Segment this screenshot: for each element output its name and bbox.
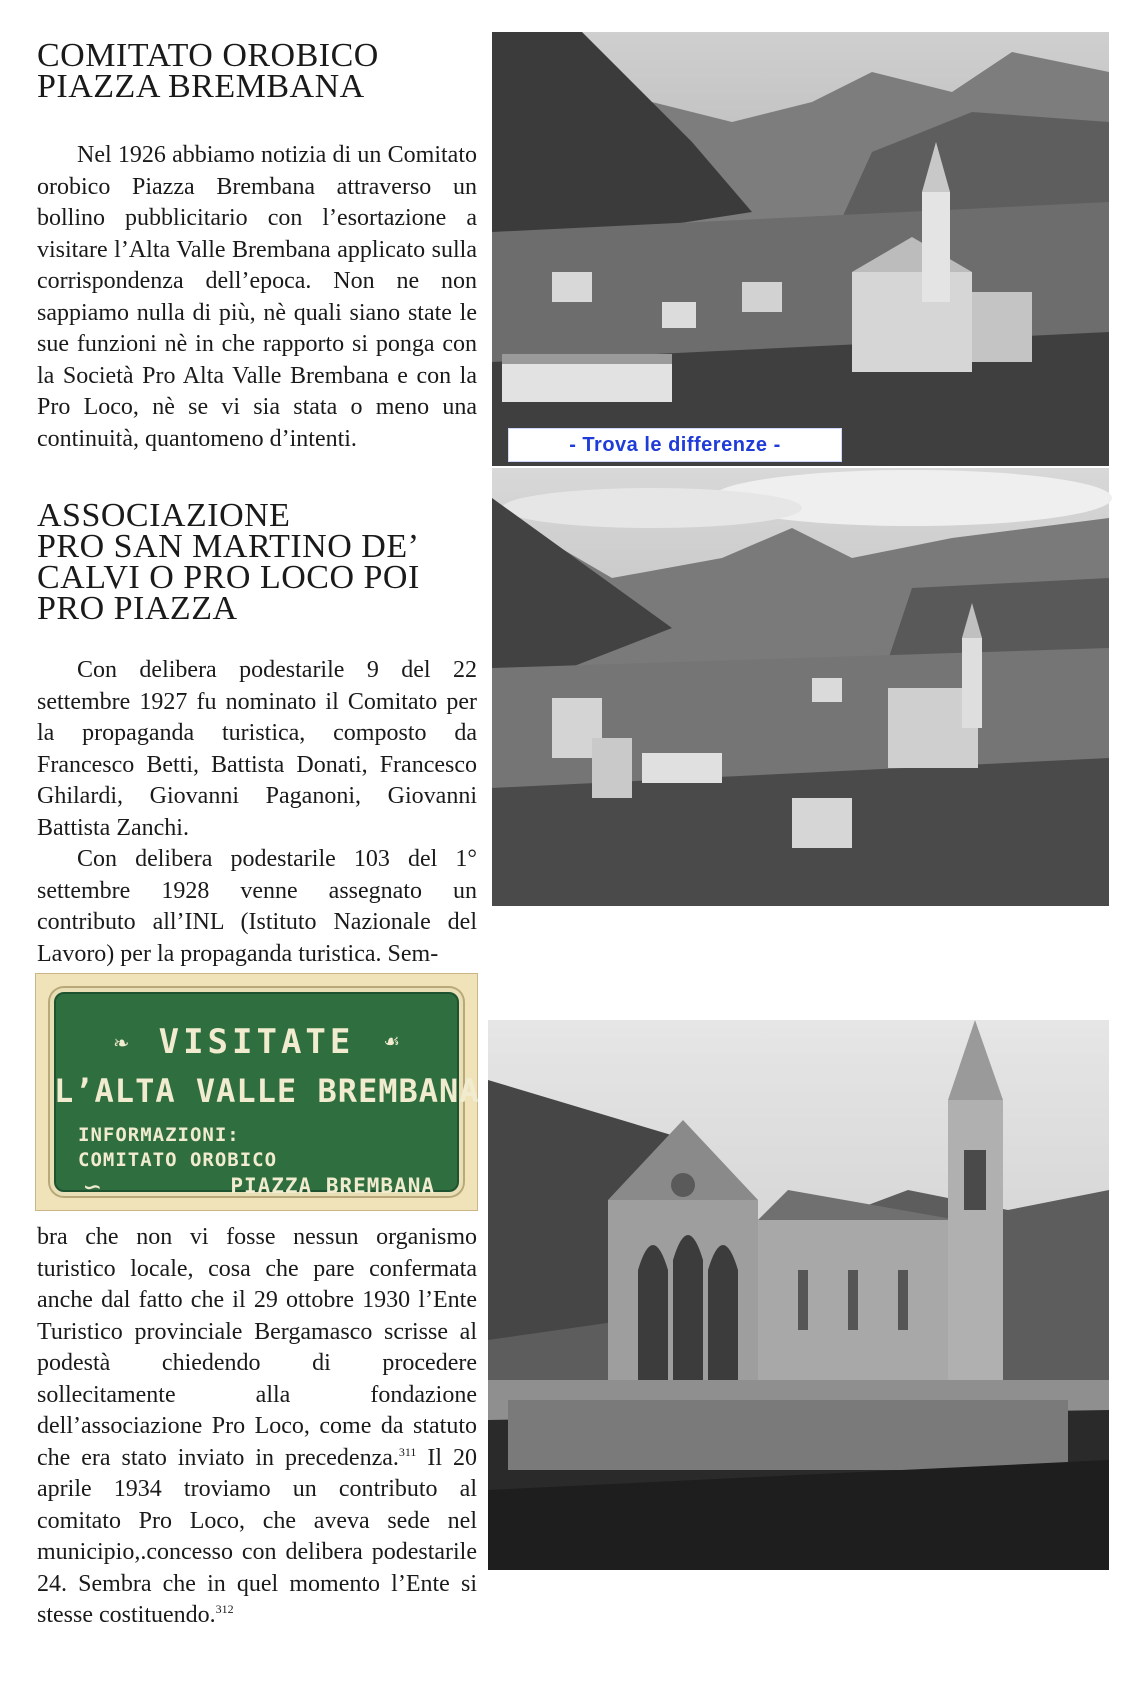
section1-text: Nel 1926 abbiamo notizia di un Comitato orobico Piazza Brembana attraverso un bollino pubblicitario con l’esortazione a visitare l’Alta Valle Brembana applicato sulla corrispondenza dell’epoca. Non ne non sappiamo nulla di più, nè quali siano state le sue funzioni nè in che rapporto si ponga con la Società Pro Alta Valle Brembana e con la Pro Loco, nè se vi sia stata o meno una continuità, quantomeno d’intenti. bbox=[37, 142, 477, 452]
stamp-line-valley: L’ALTA VALLE BREMBANA bbox=[54, 1072, 480, 1110]
advertising-stamp bbox=[35, 973, 478, 1211]
stamp-sign bbox=[50, 988, 480, 1203]
valley-photo-2 bbox=[492, 468, 1109, 906]
section1-paragraph bbox=[37, 140, 477, 455]
left-flourish-icon: ❧ bbox=[114, 1028, 129, 1056]
stamp-line-visitate: VISITATE bbox=[158, 1022, 355, 1062]
section2-paragraph-a bbox=[37, 655, 477, 970]
curl-ornament-icon: ∽ bbox=[84, 1170, 101, 1203]
section2-text-2-body: Con delibera podestarile 103 del 1° settembre 1928 venne assegnato un contributo all’INL (Istituto Nazionale del Lavoro) per la propaganda turistica. Sem- bbox=[37, 846, 477, 967]
church-photo-image bbox=[488, 1020, 1109, 1570]
section2-paragraph-b bbox=[37, 1222, 477, 1628]
valley-photo-1-image bbox=[492, 32, 1109, 466]
section2-text-2-tail: bra che non vi fosse nessun organismo turistico locale, cosa che pare confermata anche dal fatto che il 29 ottobre 1930 l’Ente Turistico provinciale Bergamasco scrisse al podestà chiedendo di procedere sollecitamente alla fondazione dell’associazione Pro Loco, come da statuto che era stato inviato in precedenza. bbox=[37, 1224, 477, 1471]
section2-text-continued bbox=[37, 1222, 477, 1632]
section1-title-line: PIAZZA BREMBANA bbox=[37, 68, 365, 105]
stamp-line-committee: COMITATO OROBICO bbox=[78, 1149, 278, 1171]
footnote-311: 311 bbox=[398, 1444, 417, 1459]
section2-text-2 bbox=[37, 844, 477, 970]
section1-title bbox=[37, 37, 379, 105]
section2-text-3: Il 20 aprile 1934 troviamo un contributo al comitato Pro Loco, che aveva sede nel municipio,.concesso con delibera podestarile 24. Sembra che in quel momento l’Ente si stesse costituendo. bbox=[37, 1444, 477, 1628]
spot-the-difference-caption: - Trova le differenze - bbox=[508, 428, 842, 462]
footnote-312: 312 bbox=[215, 1602, 234, 1616]
section2-text-1: Con delibera podestarile 9 del 22 settembre 1927 fu nominato il Comitato per la propaganda turistica, composto da Francesco Betti, Battista Donati, Francesco Ghilardi, Giovanni Paganoni, Giovanni Battista Zanchi. bbox=[37, 657, 477, 841]
stamp-line-place: PIAZZA BREMBANA bbox=[230, 1174, 435, 1198]
right-flourish-icon: ☙ bbox=[384, 1028, 399, 1056]
church-photo bbox=[488, 1020, 1109, 1570]
section2-title-line: PRO PIAZZA bbox=[37, 590, 238, 627]
valley-photo-1 bbox=[492, 32, 1109, 466]
section2-title-line: ASSOCIAZIONE bbox=[37, 497, 291, 534]
valley-photo-2-image bbox=[492, 468, 1109, 906]
stamp-line-info: INFORMAZIONI: bbox=[78, 1124, 240, 1146]
section2-title bbox=[37, 497, 420, 627]
section2-title-line: PRO SAN MARTINO DE’ bbox=[37, 528, 420, 565]
section1-title-line: COMITATO OROBICO bbox=[37, 37, 379, 74]
section2-title-line: CALVI O PRO LOCO POI bbox=[37, 559, 420, 596]
